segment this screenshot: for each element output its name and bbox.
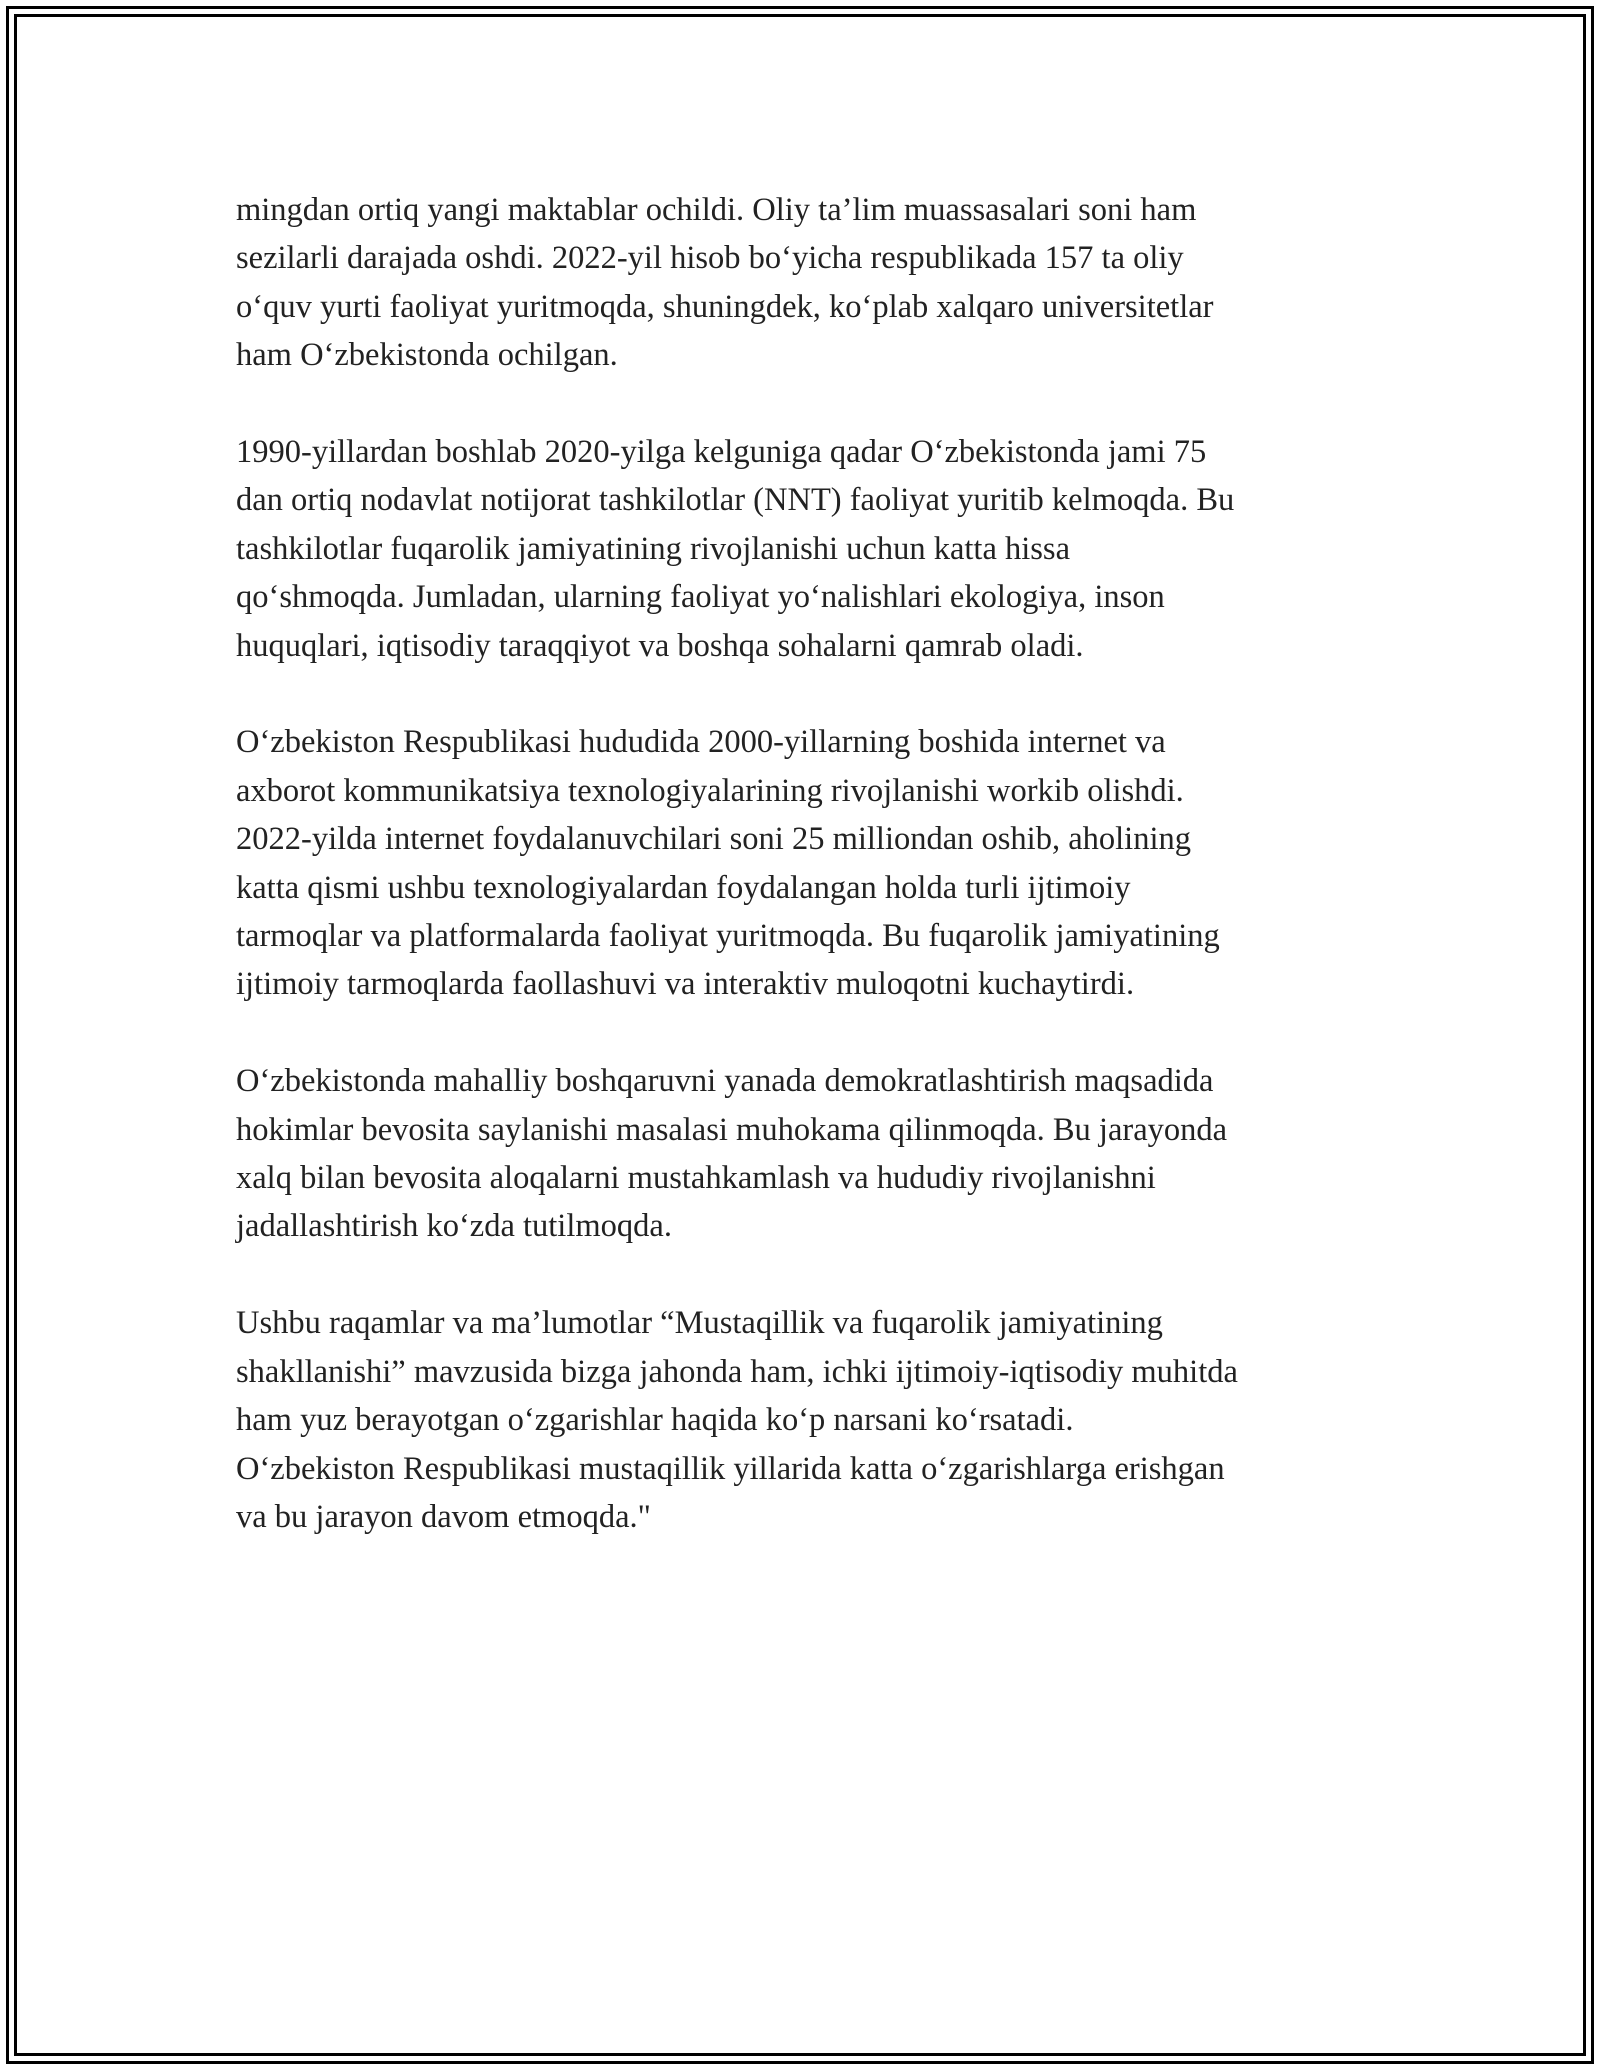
- text-line: tarmoqlar va platformalarda faoliyat yuritmoqda. Bu fuqarolik jamiyatining: [236, 918, 1220, 955]
- text-line: 1990-yillardan boshlab 2020-yilga kelguniga qadar O‘zbekistonda jami 75: [236, 434, 1207, 471]
- text-line: axborot kommunikatsiya texnologiyalarining rivojlanishi workib olishdi.: [236, 772, 1184, 809]
- text-line: Ushbu raqamlar va ma’lumotlar “Mustaqillik va fuqarolik jamiyatining: [236, 1305, 1163, 1342]
- text-line: ham yuz berayotgan o‘zgarishlar haqida ko‘p narsani ko‘rsatadi.: [236, 1402, 1074, 1439]
- text-line: jadallashtirish ko‘zda tutilmoqda.: [236, 1208, 672, 1245]
- text-line: O‘zbekistonda mahalliy boshqaruvni yanada demokratlashtirish maqsadida: [236, 1063, 1214, 1100]
- text-line: mingdan ortiq yangi maktablar ochildi. Oliy ta’lim muassasalari soni ham: [236, 192, 1197, 228]
- text-line: 2022-yilda internet foydalanuvchilari soni 25 milliondan oshib, aholining: [236, 821, 1191, 858]
- paragraph-local-governance: [236, 1057, 1386, 1251]
- paragraph-ngo: [236, 428, 1386, 670]
- text-line: huquqlari, iqtisodiy taraqqiyot va boshqa sohalarni qamrab oladi.: [236, 627, 1084, 664]
- text-line: qo‘shmoqda. Jumladan, ularning faoliyat yo‘nalishlari ekologiya, inson: [236, 579, 1165, 616]
- document-body: [236, 186, 1386, 1590]
- text-line: ijtimoiy tarmoqlarda faollashuvi va interaktiv muloqotni kuchaytirdi.: [236, 966, 1135, 1003]
- text-line: o‘quv yurti faoliyat yuritmoqda, shuningdek, ko‘plab xalqaro universitetlar: [236, 288, 1214, 325]
- text-line: katta qismi ushbu texnologiyalardan foydalangan holda turli ijtimoiy: [236, 869, 1131, 906]
- text-line: tashkilotlar fuqarolik jamiyatining rivojlanishi uchun katta hissa: [236, 530, 1071, 567]
- paragraph-education: [236, 186, 1386, 380]
- text-line: ham O‘zbekistonda ochilgan.: [236, 337, 618, 374]
- text-line: dan ortiq nodavlat notijorat tashkilotlar (NNT) faoliyat yuritib kelmoqda. Bu: [236, 482, 1235, 519]
- text-line: O‘zbekiston Respublikasi mustaqillik yillarida katta o‘zgarishlarga erishgan: [236, 1450, 1225, 1487]
- paragraph-internet: [236, 718, 1386, 1008]
- text-line: O‘zbekiston Respublikasi hududida 2000-yillarning boshida internet va: [236, 724, 1166, 761]
- text-line: xalq bilan bevosita aloqalarni mustahkamlash va hududiy rivojlanishni: [236, 1160, 1156, 1197]
- text-line: va bu jarayon davom etmoqda.": [236, 1498, 651, 1535]
- paragraph-conclusion: [236, 1299, 1386, 1541]
- text-line: shakllanishi” mavzusida bizga jahonda ham, ichki ijtimoiy-iqtisodiy muhitda: [236, 1353, 1238, 1390]
- text-line: hokimlar bevosita saylanishi masalasi muhokama qilinmoqda. Bu jarayonda: [236, 1111, 1228, 1148]
- text-line: sezilarli darajada oshdi. 2022-yil hisob bo‘yicha respublikada 157 ta oliy: [236, 240, 1184, 277]
